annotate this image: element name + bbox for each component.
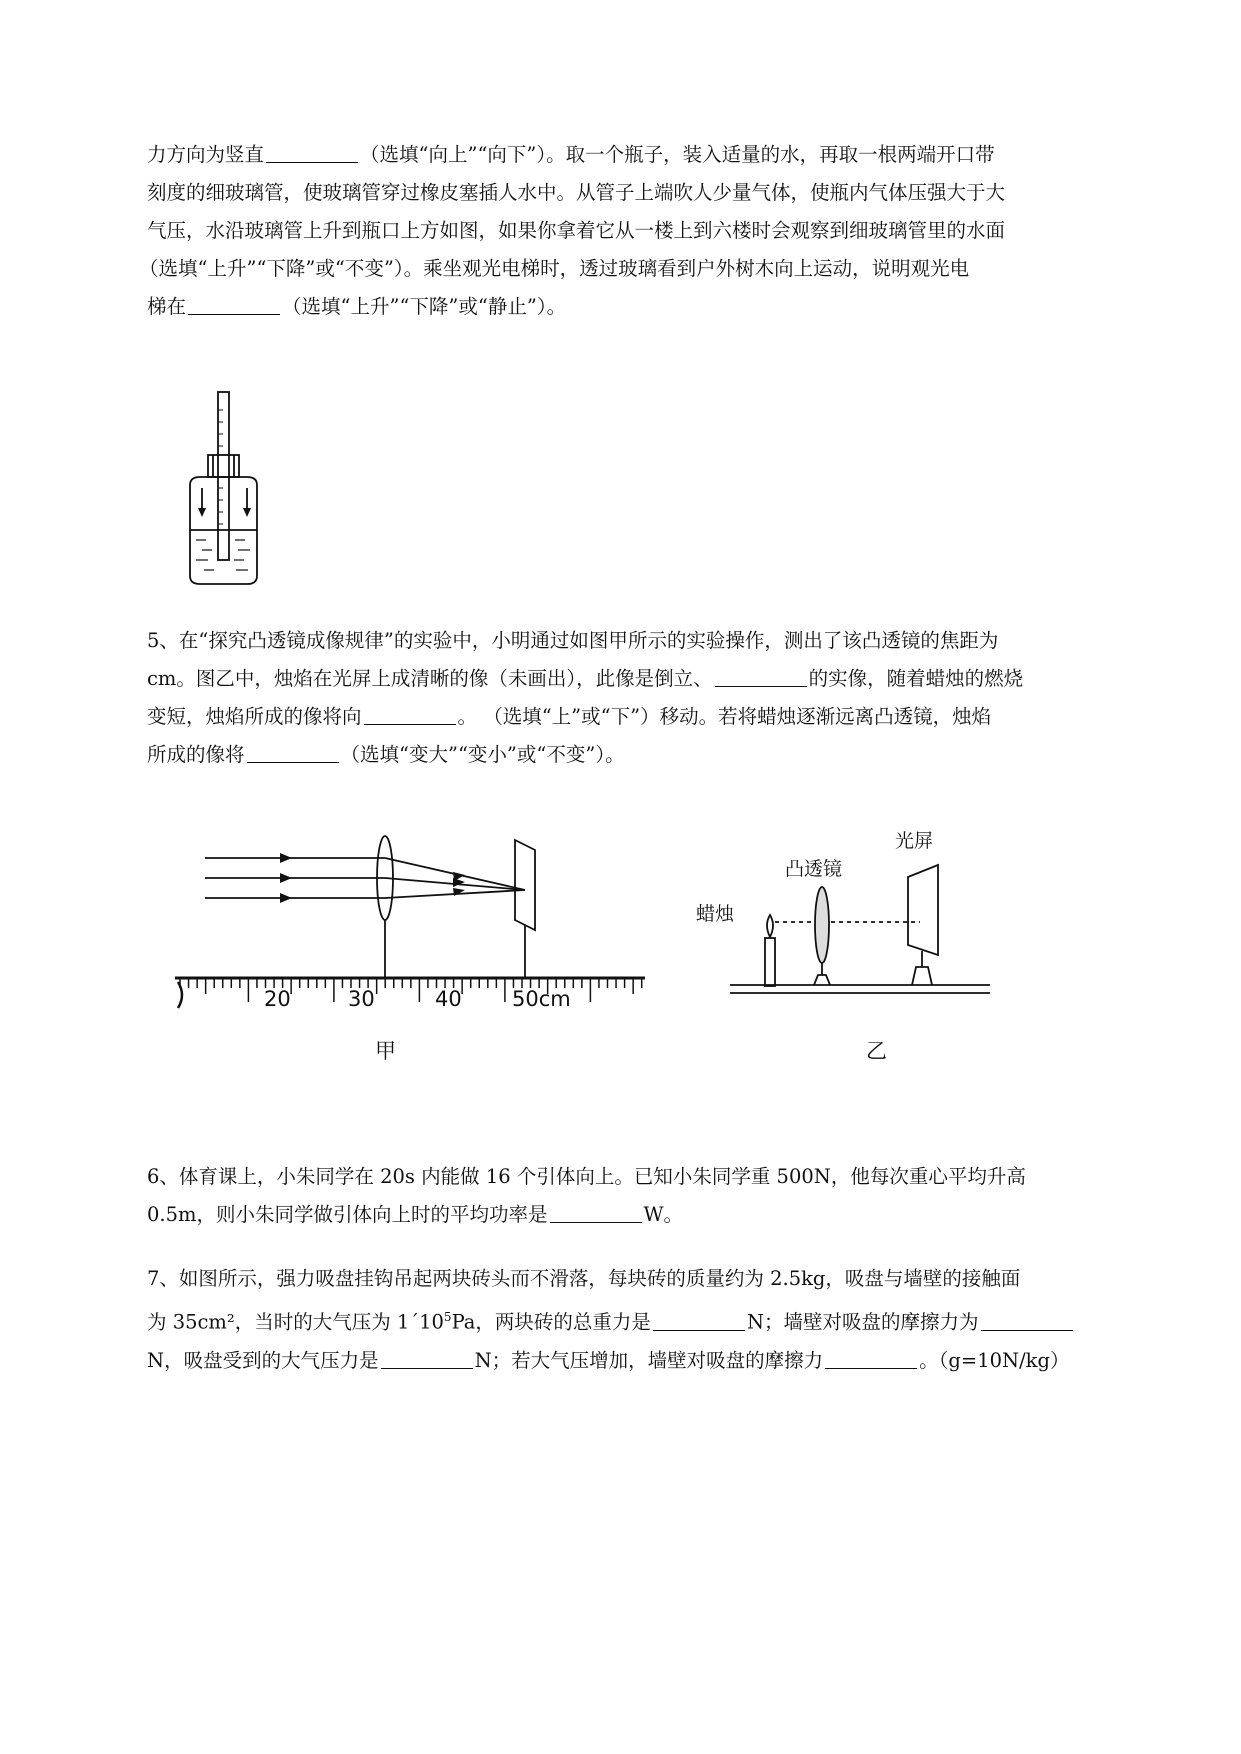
q6-line-2: 0.5m，则小朱同学做引体向上时的平均功率是 W。 bbox=[147, 1203, 684, 1226]
answer-blank[interactable] bbox=[653, 1310, 745, 1331]
question-4-text bbox=[139, 136, 1147, 326]
q7-line-1: 7、如图所示，强力吸盘挂钩吊起两块砖头而不滑落，每块砖的质量约为 2.5kg，吸盘与墙壁的接触面 bbox=[147, 1267, 1021, 1290]
question-7-text bbox=[147, 1260, 1147, 1380]
candle-lens-screen-figure bbox=[690, 825, 1000, 1005]
answer-blank[interactable] bbox=[364, 704, 456, 725]
label-lens: 凸透镜 bbox=[785, 858, 843, 880]
q4-line-2: 刻度的细玻璃管，使玻璃管穿过橡皮塞插人水中。从管子上端吹人少量气体，使瓶内气体压强大于大 bbox=[147, 181, 1006, 204]
ruler-label-30: 30 bbox=[348, 987, 375, 1010]
figure-caption-yi: 乙 bbox=[866, 1039, 887, 1063]
figure-caption-jia: 甲 bbox=[375, 1039, 396, 1063]
answer-blank[interactable] bbox=[381, 1348, 473, 1369]
q7-line-3: N，吸盘受到的大气压力是 N；若大气压增加，墙壁对吸盘的摩擦力 。（g=10N/kg） bbox=[147, 1348, 1070, 1372]
question-6-text bbox=[147, 1158, 1147, 1234]
bottle-tube-figure bbox=[180, 380, 300, 590]
q5-line-2: cm。图乙中，烛焰在光屏上成清晰的像（未画出），此像是倒立、 的实像，随着蜡烛的燃烧 bbox=[147, 667, 1024, 690]
focal-length-figure bbox=[170, 830, 650, 1010]
q4-line-5: 梯在 （选填“上升”“下降”或“静止”）。 bbox=[147, 295, 567, 318]
answer-blank[interactable] bbox=[825, 1348, 917, 1369]
ruler-ticks bbox=[180, 978, 642, 1002]
question-5-text bbox=[147, 622, 1147, 774]
answer-blank[interactable] bbox=[188, 294, 280, 315]
q5-line-4: 所成的像将 （选填“变大”“变小”或“不变”）。 bbox=[147, 743, 625, 766]
answer-blank[interactable] bbox=[550, 1202, 642, 1223]
answer-blank[interactable] bbox=[981, 1310, 1073, 1331]
answer-blank[interactable] bbox=[715, 666, 807, 687]
answer-blank[interactable] bbox=[266, 142, 358, 163]
ruler-label-50cm: 50cm bbox=[512, 987, 571, 1010]
q4-line-3: 气压，水沿玻璃管上升到瓶口上方如图，如果你拿着它从一楼上到六楼时会观察到细玻璃管里的水面 bbox=[147, 219, 1006, 242]
q6-line-1: 6、体育课上，小朱同学在 20s 内能做 16 个引体向上。已知小朱同学重 500N，他每次重心平均升高 bbox=[147, 1165, 1026, 1188]
q5-line-1: 5、在“探究凸透镜成像规律”的实验中，小明通过如图甲所示的实验操作，测出了该凸透镜的焦距为 bbox=[147, 629, 999, 652]
q7-line-2: 为 35cm²，当时的大气压为 $1´10^5Pa$，两块砖的总重力是 N；墙壁对吸盘的摩擦力为 bbox=[147, 1298, 1147, 1342]
ruler-label-40: 40 bbox=[435, 987, 462, 1010]
ruler-label-20: 20 bbox=[264, 987, 291, 1010]
q5-line-3: 变短，烛焰所成的像将向 。 （选填“上”或“下”）移动。若将蜡烛逐渐远离凸透镜，烛焰 bbox=[147, 705, 992, 728]
label-candle: 蜡烛 bbox=[696, 903, 735, 925]
q4-line-1: 力方向为竖直 （选填“向上”“向下”）。取一个瓶子，装入适量的水，再取一根两端开口带 bbox=[147, 143, 995, 166]
label-screen: 光屏 bbox=[895, 830, 934, 852]
q4-line-4: （选填“上升”“下降”或“不变”）。乘坐观光电梯时，透过玻璃看到户外树木向上运动，说明观光电 bbox=[139, 257, 970, 280]
answer-blank[interactable] bbox=[247, 742, 339, 763]
